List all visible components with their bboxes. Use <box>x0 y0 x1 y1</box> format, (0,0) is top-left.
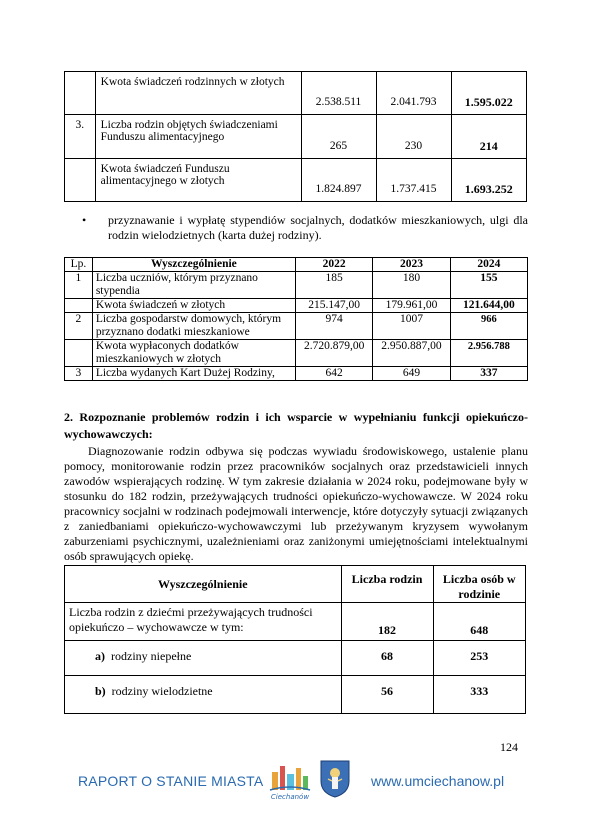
lp-cell: 3 <box>65 367 93 381</box>
families-cell: 68 <box>341 641 433 676</box>
value-2022-cell: 1.824.897 <box>301 159 376 202</box>
table-row <box>65 72 527 115</box>
persons-cell: 648 <box>433 603 526 641</box>
value-2022-cell: 215.147,00 <box>295 299 372 313</box>
header-persons: Liczba osób w rodzinie <box>433 566 526 603</box>
value-2024-cell: 1.693.252 <box>451 159 526 202</box>
row-label: rodziny wielodzietne <box>111 684 213 698</box>
footer-report-title: RAPORT O STANIE MIASTA <box>78 773 264 789</box>
value-2023-cell: 649 <box>373 367 450 381</box>
row-label: rodziny niepełne <box>111 649 192 663</box>
family-benefits-table <box>64 71 527 202</box>
persons-cell: 333 <box>433 676 526 714</box>
lp-cell <box>65 159 96 202</box>
row-label: Liczba rodzin z dziećmi przeżywających trudności opiekuńczo – wychowawcze w tym: <box>69 605 313 634</box>
lp-cell: 3. <box>65 115 96 159</box>
value-2022-cell: 974 <box>295 313 372 340</box>
desc-cell <box>65 676 342 714</box>
bullet-text: przyznawanie i wypłatę stypendiów socjalnych, dodatków mieszkaniowych, ulgi dla rodzin wielodzietnych (karta dużej rodziny). <box>108 213 528 242</box>
value-2023-cell: 1.737.415 <box>376 159 451 202</box>
desc-cell <box>65 603 342 641</box>
table-header-row <box>65 566 526 603</box>
bullet-symbol: • <box>82 213 87 227</box>
lp-cell <box>65 340 93 367</box>
section-paragraph: Diagnozowanie rodzin odbywa się podczas wywiadu środowiskowego, ustalenie planu pomocy, monitorowanie rodzin przez pracowników socjalnych oraz przedstawicieli innych zawodów wspierających rodzinę. W tym zakresie działania w 2024 roku, podejmowane były w stosunku do 182 rodzin, przeżywających trudności opiekuńczo-wychowawcze. W 2024 roku pracownicy socjalni w rodzinach podejmowali interwencje, które dotyczyły sytuacji związanych z zaniedbaniami opiekuńczo-wychowawczymi lub przeżywanym kryzysem wywołanym zaburzeniami psychicznymi, uzależnieniami oraz zaniżonymi umiejętnościami intelektualnymi osób sprawujących opiekę. <box>64 444 528 563</box>
table-row <box>65 299 528 313</box>
value-2022-cell: 265 <box>301 115 376 159</box>
value-2024-cell: 2.956.788 <box>450 340 527 367</box>
row-marker: b) <box>95 684 106 698</box>
value-2023-cell: 2.950.887,00 <box>373 340 450 367</box>
value-2023-cell: 1007 <box>373 313 450 340</box>
header-2023: 2023 <box>373 258 450 272</box>
row-marker: a) <box>95 649 105 663</box>
desc-cell: Liczba gospodarstw domowych, którym przyznano dodatki mieszkaniowe <box>92 313 295 340</box>
desc-cell: Liczba uczniów, którym przyznano stypendia <box>92 272 295 299</box>
families-cell: 56 <box>341 676 433 714</box>
value-2024-cell: 155 <box>450 272 527 299</box>
header-desc: Wyszczególnienie <box>65 566 342 603</box>
bullet-item <box>82 213 528 243</box>
lp-cell: 1 <box>65 272 93 299</box>
desc-cell <box>65 641 342 676</box>
header-desc: Wyszczególnienie <box>92 258 295 272</box>
page-number: 124 <box>500 740 518 754</box>
value-2022-cell: 642 <box>295 367 372 381</box>
city-logo-icon <box>268 762 312 802</box>
desc-cell: Kwota świadczeń rodzinnych w złotych <box>95 72 301 115</box>
persons-cell: 253 <box>433 641 526 676</box>
value-2022-cell: 2.720.879,00 <box>295 340 372 367</box>
logo-text: Ciechanów <box>270 793 310 801</box>
scholarships-allowances-table <box>64 257 528 381</box>
table-row <box>65 272 528 299</box>
desc-cell: Kwota świadczeń Funduszu alimentacyjnego w złotych <box>95 159 301 202</box>
value-2022-cell: 185 <box>295 272 372 299</box>
table-row <box>65 603 526 641</box>
value-2023-cell: 230 <box>376 115 451 159</box>
desc-cell: Liczba rodzin objętych świadczeniami Funduszu alimentacyjnego <box>95 115 301 159</box>
section-heading: 2. Rozpoznanie problemów rodzin i ich wsparcie w wypełnianiu funkcji opiekuńczo-wychowawczych: <box>64 410 528 441</box>
value-2023-cell: 180 <box>373 272 450 299</box>
families-cell: 182 <box>341 603 433 641</box>
value-2024-cell: 121.644,00 <box>450 299 527 313</box>
value-2024-cell: 337 <box>450 367 527 381</box>
value-2022-cell: 2.538.511 <box>301 72 376 115</box>
table-row <box>65 159 527 202</box>
header-2024: 2024 <box>450 258 527 272</box>
header-lp: Lp. <box>65 258 93 272</box>
table-row <box>65 340 528 367</box>
lp-cell: 2 <box>65 313 93 340</box>
table-row <box>65 367 528 381</box>
families-difficulties-table <box>64 565 526 714</box>
lp-cell <box>65 72 96 115</box>
value-2023-cell: 2.041.793 <box>376 72 451 115</box>
desc-cell: Kwota wypłaconych dodatków mieszkaniowych w złotych <box>92 340 295 367</box>
table-row <box>65 313 528 340</box>
value-2024-cell: 214 <box>451 115 526 159</box>
value-2023-cell: 179.961,00 <box>373 299 450 313</box>
header-families: Liczba rodzin <box>341 566 433 603</box>
footer-website: www.umciechanow.pl <box>371 773 505 789</box>
value-2024-cell: 966 <box>450 313 527 340</box>
table-row <box>65 641 526 676</box>
table-row <box>65 676 526 714</box>
value-2024-cell: 1.595.022 <box>451 72 526 115</box>
table-header-row <box>65 258 528 272</box>
lp-cell <box>65 299 93 313</box>
desc-cell: Liczba wydanych Kart Dużej Rodziny, <box>92 367 295 381</box>
city-crest-icon <box>319 759 351 799</box>
table-row <box>65 115 527 159</box>
header-2022: 2022 <box>295 258 372 272</box>
desc-cell: Kwota świadczeń w złotych <box>92 299 295 313</box>
